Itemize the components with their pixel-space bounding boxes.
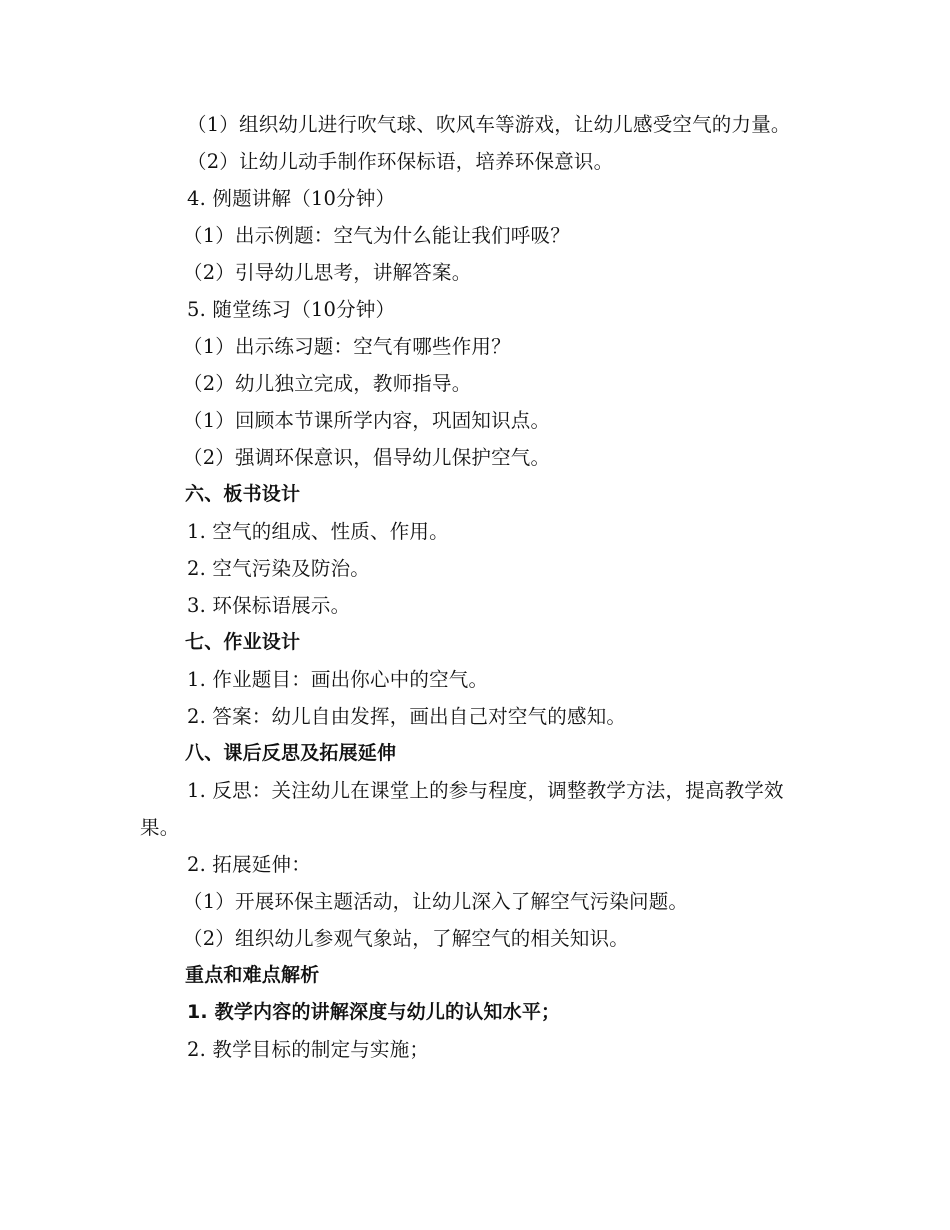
review-item-1: （1）回顾本节课所学内容，巩固知识点。 bbox=[183, 409, 551, 432]
example-item-1: （1）出示例题：空气为什么能让我们呼吸？ bbox=[183, 224, 570, 247]
board-item-3: 3. 环保标语展示。 bbox=[187, 594, 351, 617]
practice-item-1: （1）出示练习题：空气有哪些作用？ bbox=[183, 335, 511, 358]
review-item-2: （2）强调环保意识，倡导幼儿保护空气。 bbox=[183, 446, 551, 469]
homework-item-2: 2. 答案：幼儿自由发挥，画出自己对空气的感知。 bbox=[187, 705, 627, 728]
extension-item-1: （1）开展环保主题活动，让幼儿深入了解空气污染问题。 bbox=[183, 890, 689, 913]
section-6-heading: 六、板书设计 bbox=[185, 483, 301, 505]
analysis-item-2: 2. 教学目标的制定与实施； bbox=[187, 1038, 430, 1061]
practice-item-2: （2）幼儿独立完成，教师指导。 bbox=[183, 372, 472, 395]
extension-label: 2. 拓展延伸： bbox=[187, 853, 311, 876]
activity-paragraph-1: （1）组织幼儿进行吹气球、吹风车等游戏，让幼儿感受空气的力量。 bbox=[187, 113, 791, 136]
section-7-heading: 七、作业设计 bbox=[185, 631, 301, 653]
reflection-paragraph: 1. 反思：关注幼儿在课堂上的参与程度，调整教学方法，提高教学效果。 bbox=[140, 779, 784, 839]
extension-item-2: （2）组织幼儿参观气象站，了解空气的相关知识。 bbox=[183, 927, 630, 950]
example-item-2: （2）引导幼儿思考，讲解答案。 bbox=[183, 261, 472, 284]
document-body bbox=[140, 106, 810, 1068]
board-item-2: 2. 空气污染及防治。 bbox=[187, 557, 371, 580]
analysis-heading: 重点和难点解析 bbox=[185, 964, 320, 986]
board-item-1: 1. 空气的组成、性质、作用。 bbox=[187, 520, 449, 543]
step-4-heading: 4. 例题讲解（10分钟） bbox=[187, 187, 396, 210]
section-8-heading: 八、课后反思及拓展延伸 bbox=[185, 742, 397, 764]
step-5-heading: 5. 随堂练习（10分钟） bbox=[187, 298, 396, 321]
analysis-item-1: 1. 教学内容的讲解深度与幼儿的认知水平； bbox=[187, 1001, 561, 1023]
homework-item-1: 1. 作业题目：画出你心中的空气。 bbox=[187, 668, 489, 691]
activity-paragraph-2: （2）让幼儿动手制作环保标语，培养环保意识。 bbox=[187, 150, 614, 173]
